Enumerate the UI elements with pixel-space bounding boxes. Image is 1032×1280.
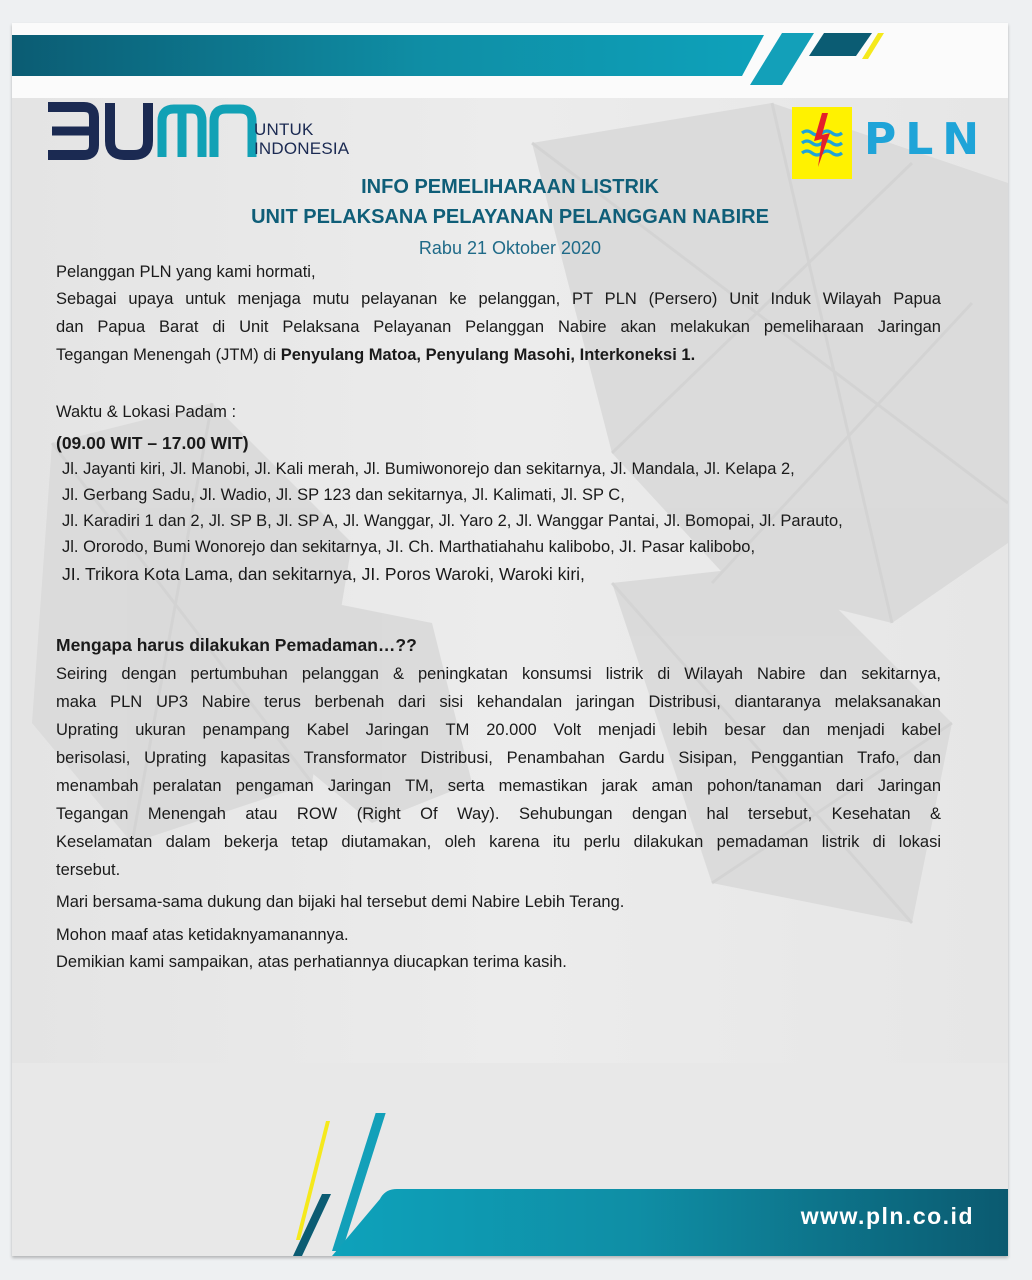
top-slash-dark xyxy=(809,33,872,56)
location-line: Jl. Karadiri 1 dan 2, Jl. SP B, Jl. SP A, Jl. Wanggar, Jl. Yaro 2, Jl. Wanggar Pantai, Jl. Bomopai, Jl. Parauto, xyxy=(62,512,843,530)
reason-line: maka PLN UP3 Nabire terus berbenah dari sisi kehandalan jaringan Distribusi, diantaranya melaksanakan xyxy=(56,693,941,711)
website-url[interactable]: www.pln.co.id xyxy=(800,1203,974,1229)
closing-line: Demikian kami sampaikan, atas perhatiannya diucapkan terima kasih. xyxy=(56,953,567,971)
reason-line: Keselamatan dalam bekerja tetap diutamakan, oleh karena itu perlu dilakukan pemadaman listrik di lokasi xyxy=(56,833,941,851)
intro-line xyxy=(56,346,695,365)
lightning-waves-icon xyxy=(792,107,852,179)
bumn-tagline-line1: UNTUK xyxy=(254,120,314,139)
reason-heading: Mengapa harus dilakukan Pemadaman…?? xyxy=(56,635,417,655)
bumn-tagline-line2: INDONESIA xyxy=(254,139,350,158)
bumn-mark-icon xyxy=(42,95,262,165)
announcement-page xyxy=(12,23,1008,1256)
bottom-banner-decoration xyxy=(12,1113,1008,1256)
reason-line: Uprating ukuran penampang Kabel Jaringan TM 20.000 Volt menjadi lebih besar dan menjadi kabel xyxy=(56,721,941,739)
location-line: Jl. Jayanti kiri, Jl. Manobi, Jl. Kali merah, Jl. Bumiwonorejo dan sekitarnya, Jl. Mandala, Jl. Kelapa 2, xyxy=(62,460,795,478)
closing-line: Mohon maaf atas ketidaknyamanannya. xyxy=(56,926,349,944)
title-unit-nabire: UNIT PELAKSANA PELAYANAN PELANGGAN NABIRE xyxy=(251,206,769,228)
pln-logo xyxy=(792,107,989,182)
announcement-date: Rabu 21 Oktober 2020 xyxy=(418,238,602,258)
title-info-pemeliharaan: INFO PEMELIHARAAN LISTRIK xyxy=(361,176,659,198)
intro-line: dan Papua Barat di Unit Pelaksana Pelayanan Pelanggan Nabire akan melakukan pemeliharaan Jaringan xyxy=(56,318,941,336)
pln-emblem xyxy=(792,107,852,179)
location-line: Jl. Ororodo, Bumi Wonorejo dan sekitarnya, JI. Ch. Marthatiahahu kalibobo, JI. Pasar kalibobo, xyxy=(62,538,756,556)
closing-line: Mari bersama-sama dukung dan bijaki hal tersebut demi Nabire Lebih Terang. xyxy=(56,893,625,911)
reason-line: Seiring dengan pertumbuhan pelanggan & peningkatan konsumsi listrik di Wilayah Nabire dan sekitarnya, xyxy=(56,665,941,683)
outage-time: (09.00 WIT – 17.00 WIT) xyxy=(56,433,249,453)
schedule-heading: Waktu & Lokasi Padam : xyxy=(56,403,237,421)
reason-line: tersebut. xyxy=(56,861,121,879)
top-banner-bar xyxy=(12,35,764,76)
pln-wordmark: PLN xyxy=(864,114,989,165)
intro-line: Sebagai upaya untuk menjaga mutu pelayanan ke pelanggan, PT PLN (Persero) Unit Induk Wilayah Papua xyxy=(56,290,941,308)
intro-line3-prefix: Tegangan Menengah (JTM) di xyxy=(56,346,281,364)
greeting: Pelanggan PLN yang kami hormati, xyxy=(56,263,316,281)
bottom-slash-dark xyxy=(293,1194,331,1256)
feeder-list: Penyulang Matoa, Penyulang Masohi, Interkoneksi 1. xyxy=(280,346,696,364)
reason-line: berisolasi, Uprating kapasitas Transformator Distribusi, Penambahan Gardu Sisipan, Penggantian Trafo, dan xyxy=(56,749,941,767)
location-line: Jl. Gerbang Sadu, Jl. Wadio, Jl. SP 123 dan sekitarnya, Jl. Kalimati, Jl. SP C, xyxy=(62,486,625,504)
reason-line: menambah peralatan pengaman Jaringan TM, serta memastikan jarak aman pohon/tanaman dari Jaringan xyxy=(56,777,941,795)
bumn-tagline xyxy=(254,120,349,158)
location-line: JI. Trikora Kota Lama, dan sekitarnya, JI. Poros Waroki, Waroki kiri, xyxy=(62,564,585,584)
reason-line: Tegangan Menengah atau ROW (Right Of Way). Sehubungan dengan hal tersebut, Kesehatan & xyxy=(56,805,941,823)
